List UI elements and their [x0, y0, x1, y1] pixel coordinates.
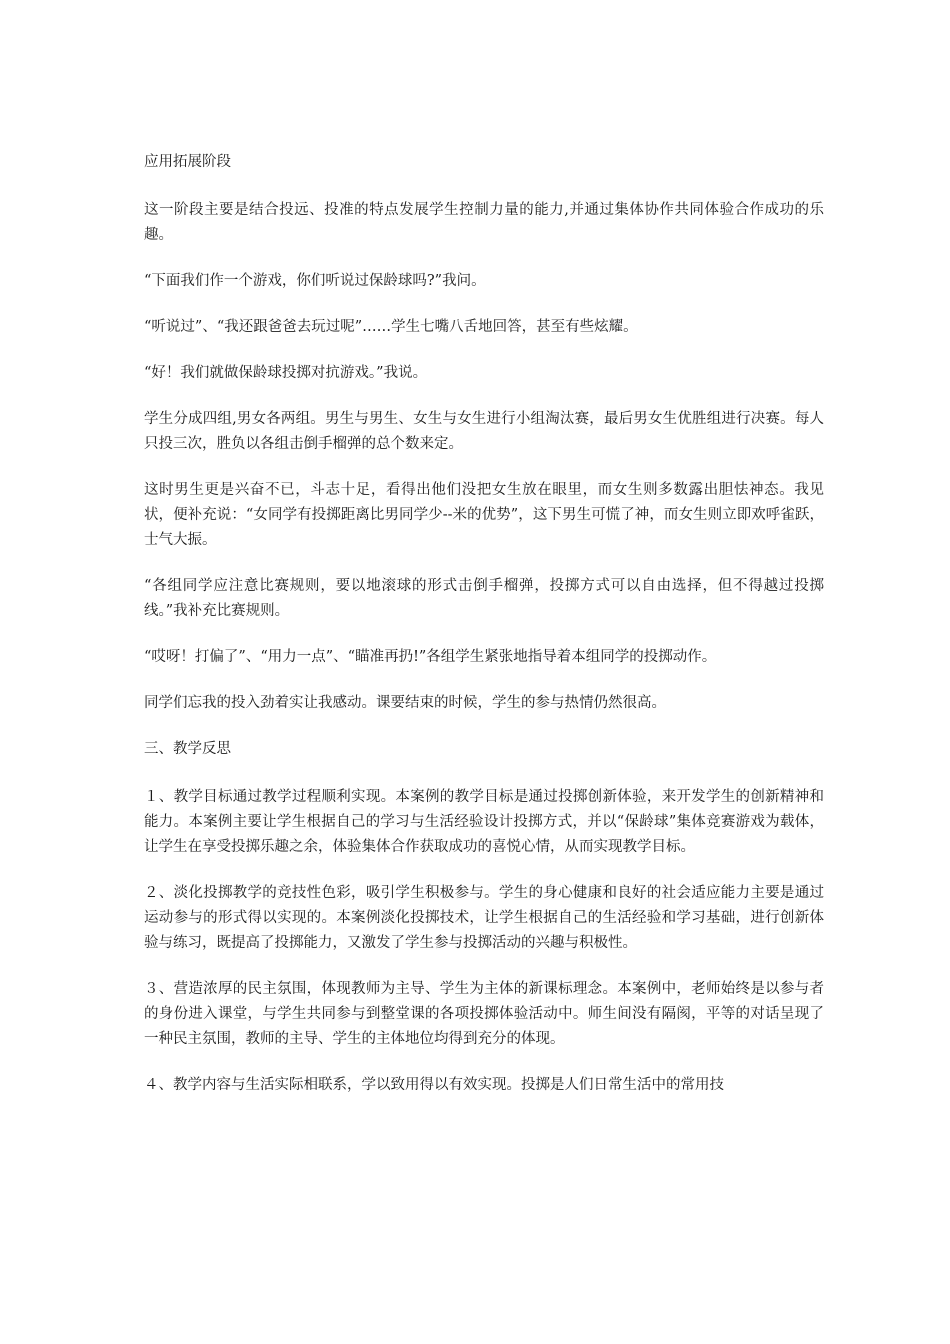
reflection-paragraph: ２、淡化投掷教学的竞技性色彩，吸引学生积极参与。学生的身心健康和良好的社会适应能力主要是通过运动参与的形式得以实现的。本案例淡化投掷技术，让学生根据自己的生活经验和学习基础，进行创新体验与练习，既提高了投掷能力，又激发了学生参与投掷活动的兴趣与积极性。: [144, 885, 824, 951]
document-page: [144, 150, 824, 1119]
reflection-title: 三、教学反思: [144, 741, 231, 757]
paragraph: “各组同学应注意比赛规则，要以地滚球的形式击倒手榴弹，投掷方式可以自由选择，但不得越过投掷线。”我补充比赛规则。: [144, 578, 824, 619]
reflection-paragraph: １、教学目标通过教学过程顺利实现。本案例的教学目标是通过投掷创新体验，来开发学生的创新精神和能力。本案例主要让学生根据自己的学习与生活经验设计投掷方式，并以“保龄球”集体竞赛游戏为载体，让学生在享受投掷乐趣之余，体验集体合作获取成功的喜悦心情，从而实现教学目标。: [144, 789, 824, 855]
paragraph: 这时男生更是兴奋不已，斗志十足，看得出他们没把女生放在眼里，而女生则多数露出胆怯神态。我见状，便补充说：“女同学有投掷距离比男同学少--米的优势”，这下男生可慌了神，而女生则立即欢呼雀跃，士气大振。: [144, 482, 824, 548]
reflection-paragraph: ３、营造浓厚的民主氛围，体现教师为主导、学生为主体的新课标理念。本案例中，老师始终是以参与者的身份进入课堂，与学生共同参与到整堂课的各项投掷体验活动中。师生间没有隔阂，平等的对话呈现了一种民主氛围，教师的主导、学生的主体地位均得到充分的体现。: [144, 981, 824, 1047]
paragraph: 同学们忘我的投入劲着实让我感动。课要结束的时候，学生的参与热情仍然很高。: [144, 695, 666, 711]
paragraph: “哎呀！打偏了”、“用力一点”、“瞄准再扔!”各组学生紧张地指导着本组同学的投掷动作。: [144, 649, 717, 665]
paragraph: “听说过”、“我还跟爸爸去玩过呢”……学生七嘴八舌地回答，甚至有些炫耀。: [144, 319, 638, 335]
paragraph: “好！我们就做保龄球投掷对抗游戏。”我说。: [144, 365, 428, 381]
reflection-paragraph: ４、教学内容与生活实际相联系，学以致用得以有效实现。投掷是人们日常生活中的常用技: [144, 1077, 724, 1093]
section-title: 应用拓展阶段: [144, 154, 231, 170]
paragraph: 学生分成四组,男女各两组。男生与男生、女生与女生进行小组淘汰赛，最后男女生优胜组进行决赛。每人只投三次，胜负以各组击倒手榴弹的总个数来定。: [144, 411, 824, 452]
paragraph: “下面我们作一个游戏，你们听说过保龄球吗?”我问。: [144, 273, 486, 289]
paragraph: 这一阶段主要是结合投远、投准的特点发展学生控制力量的能力,并通过集体协作共同体验合作成功的乐趣。: [144, 202, 824, 243]
